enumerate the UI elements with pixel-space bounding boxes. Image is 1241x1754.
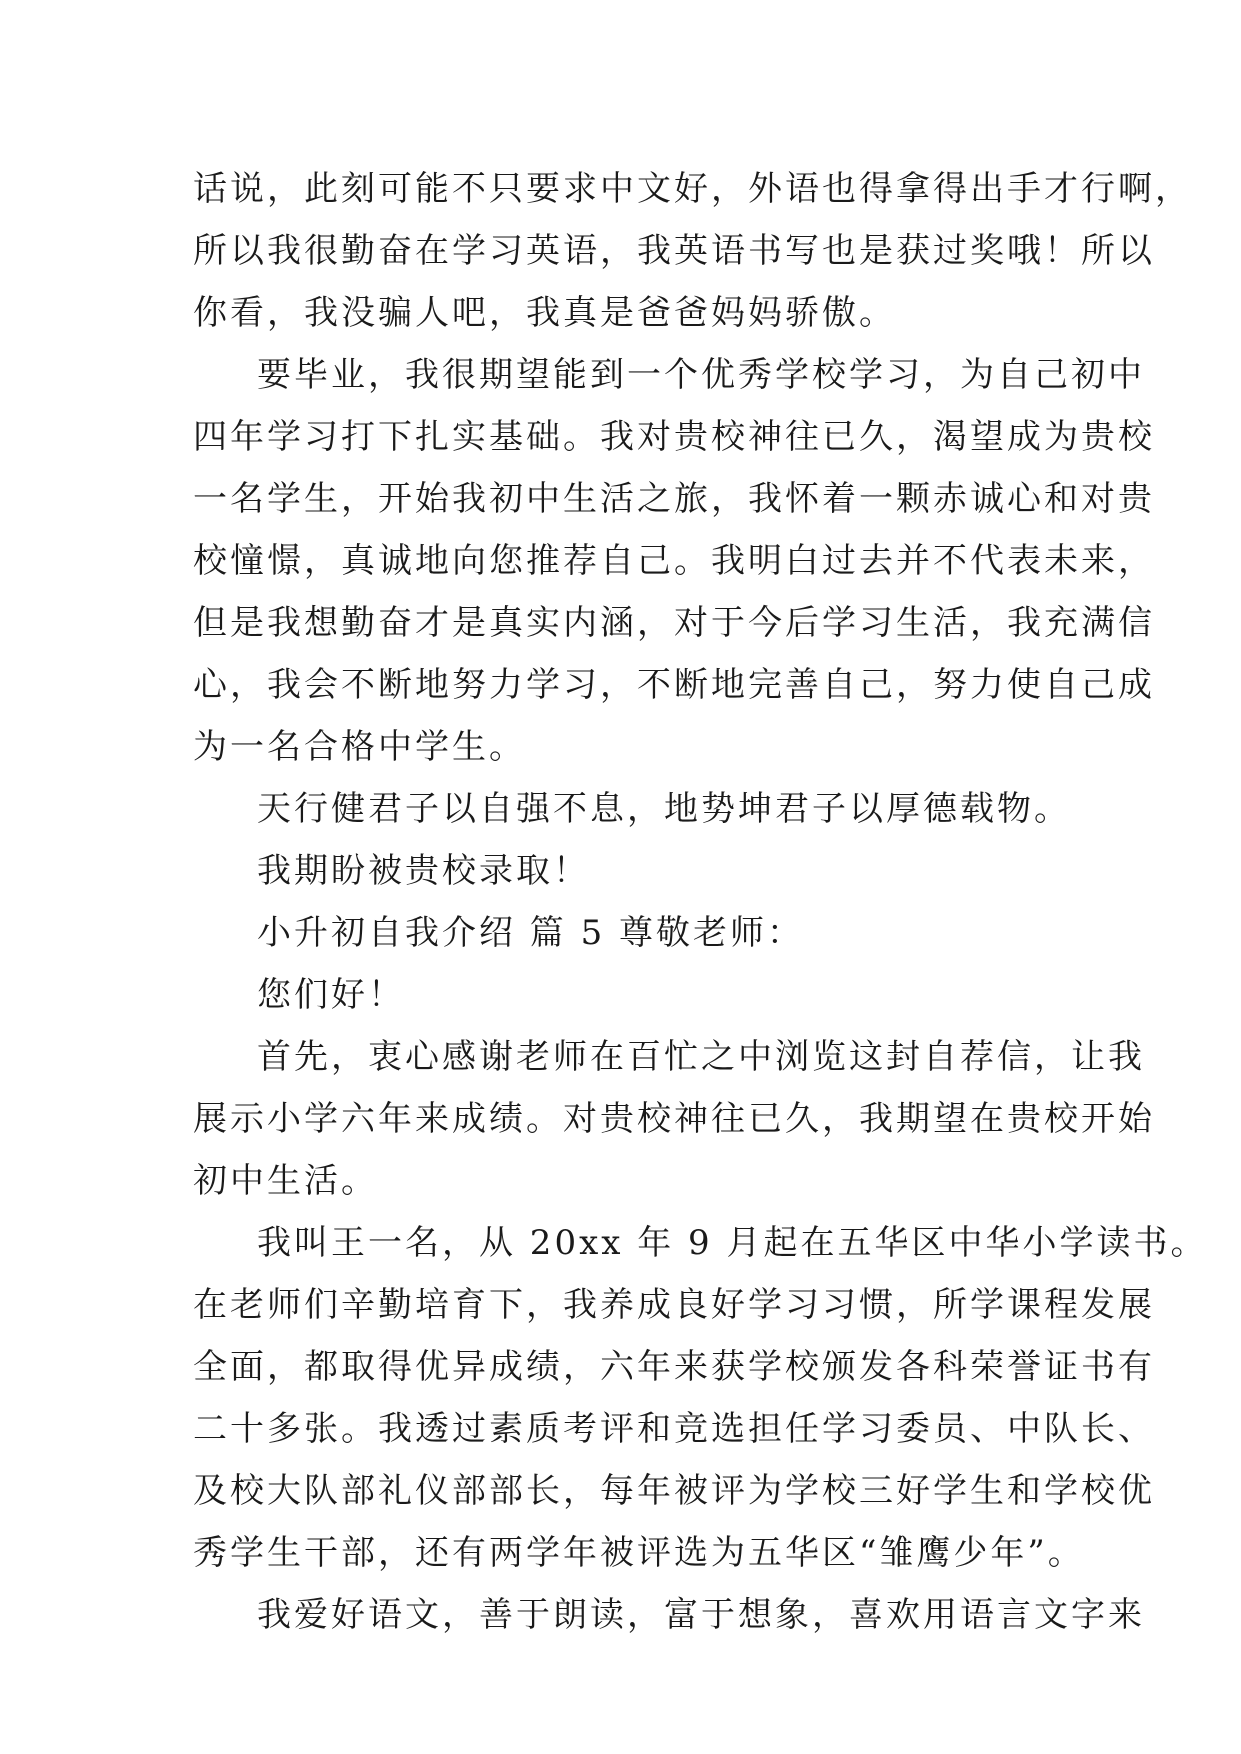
paragraph-line: 我叫王一名，从 20xx 年 9 月起在五华区中华小学读书。 [257, 1223, 1208, 1263]
paragraph-line: 为一名合格中学生。 [193, 727, 526, 767]
paragraph-line: 初中生活。 [193, 1161, 378, 1201]
paragraph-line: 但是我想勤奋才是真实内涵，对于今后学习生活，我充满信 [193, 603, 1155, 643]
paragraph-line: 秀学生干部，还有两学年被评选为五华区“雏鹰少年”。 [193, 1533, 1085, 1573]
paragraph-line: 展示小学六年来成绩。对贵校神往已久，我期望在贵校开始 [193, 1099, 1155, 1139]
paragraph-line: 首先，衷心感谢老师在百忙之中浏览这封自荐信，让我 [257, 1037, 1145, 1077]
paragraph-line: 全面，都取得优异成绩，六年来获学校颁发各科荣誉证书有 [193, 1347, 1155, 1387]
paragraph-line: 我爱好语文，善于朗读，富于想象，喜欢用语言文字来 [257, 1595, 1145, 1635]
paragraph-line: 你看，我没骗人吧，我真是爸爸妈妈骄傲。 [193, 293, 896, 333]
paragraph-line: 二十多张。我透过素质考评和竞选担任学习委员、中队长、 [193, 1409, 1155, 1449]
paragraph-line: 我期盼被贵校录取！ [257, 851, 590, 891]
paragraph-line: 天行健君子以自强不息，地势坤君子以厚德载物。 [257, 789, 1071, 829]
document-body [193, 158, 1208, 1646]
section-heading: 小升初自我介绍 篇 5 尊敬老师： [257, 913, 805, 953]
paragraph-line: 四年学习打下扎实基础。我对贵校神往已久，渴望成为贵校 [193, 417, 1155, 457]
paragraph-line: 及校大队部礼仪部部长，每年被评为学校三好学生和学校优 [193, 1471, 1155, 1511]
paragraph-line: 所以我很勤奋在学习英语，我英语书写也是获过奖哦！所以 [193, 231, 1155, 271]
paragraph-line: 在老师们辛勤培育下，我养成良好学习习惯，所学课程发展 [193, 1285, 1155, 1325]
paragraph-line: 要毕业，我很期望能到一个优秀学校学习，为自己初中 [257, 355, 1145, 395]
paragraph-line: 话说，此刻可能不只要求中文好，外语也得拿得出手才行啊， [193, 169, 1192, 209]
paragraph-line: 校憧憬，真诚地向您推荐自己。我明白过去并不代表未来， [193, 541, 1155, 581]
paragraph-line: 一名学生，开始我初中生活之旅，我怀着一颗赤诚心和对贵 [193, 479, 1155, 519]
salutation-line: 您们好！ [257, 975, 405, 1015]
paragraph-line: 心，我会不断地努力学习，不断地完善自己，努力使自己成 [193, 665, 1155, 705]
